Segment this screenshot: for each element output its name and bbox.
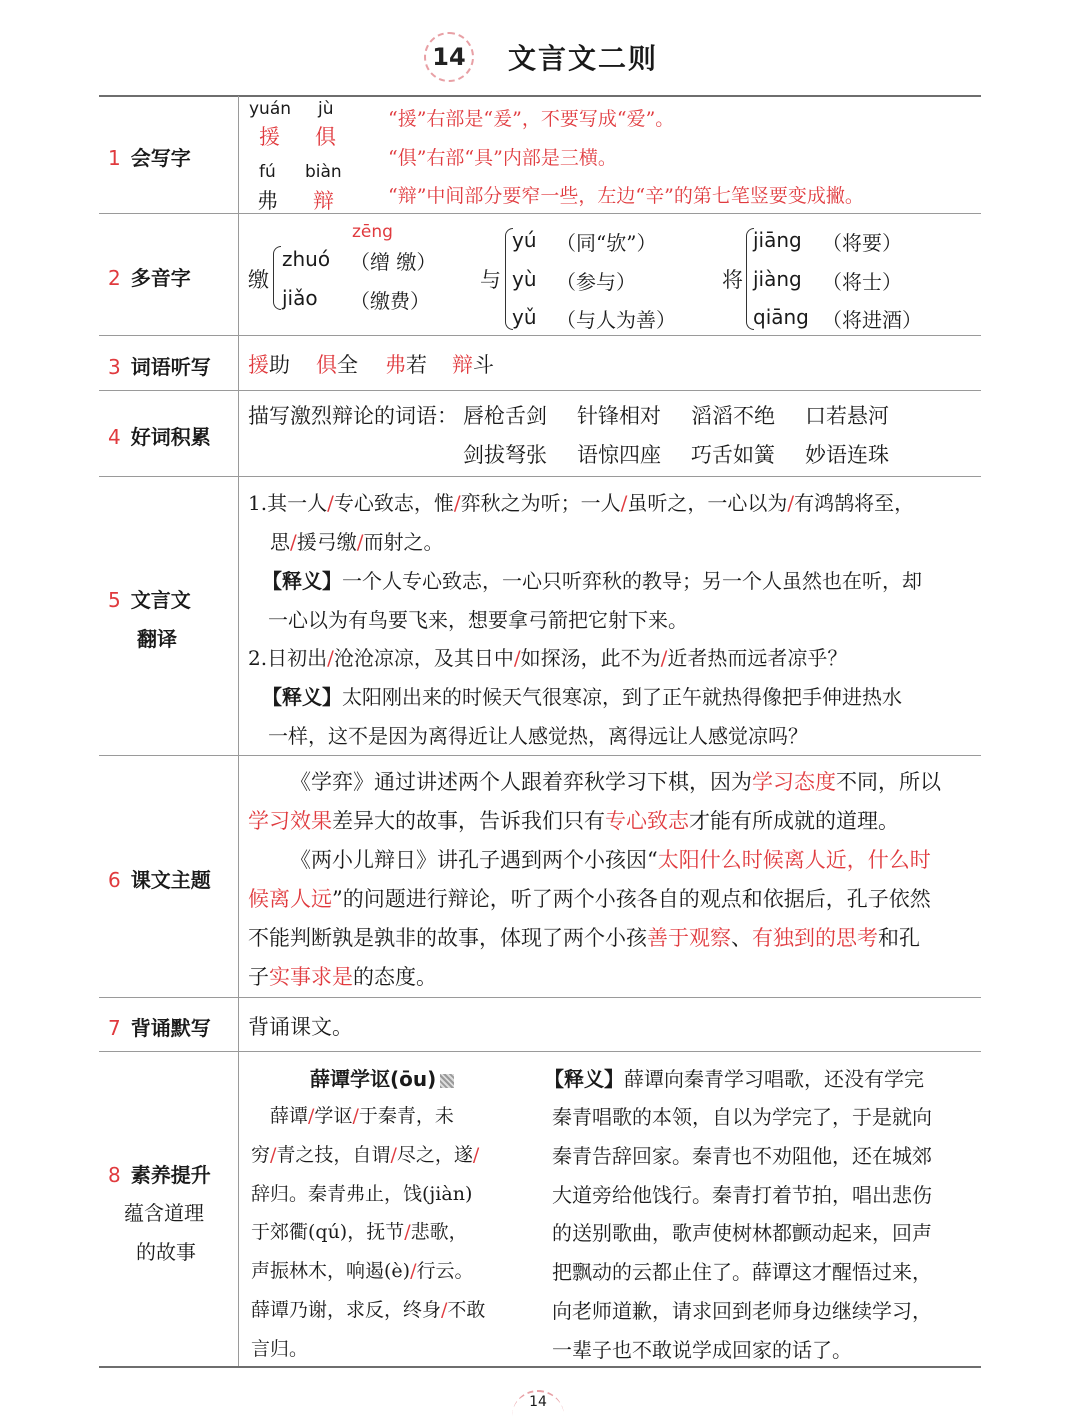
section-4-label: 4 好词积累: [108, 425, 211, 449]
row-divider: [99, 1051, 981, 1052]
section-8-sublabel: 蕴含道理: [124, 1201, 204, 1225]
vocab-word: 滔滔不绝: [691, 404, 775, 428]
example-word: （与人为善）: [556, 308, 676, 332]
story-meaning-line: 向老师道歉，请求回到老师身边继续学习，: [552, 1299, 932, 1323]
reading: jiāng: [753, 228, 802, 252]
writing-note: “辩”中间部分要窄一些，左边“辛”的第七笔竖要变成撇。: [388, 185, 864, 207]
translation-line: 【释义】一个人专心致志，一心只听弈秋的教导；另一个人虽然也在听，却: [262, 569, 922, 593]
polyphone-char: 缴: [248, 268, 269, 292]
writing-note: “俱”右部“具”内部是三横。: [388, 147, 617, 169]
vocab-intro: 描写激烈辩论的词语：: [248, 404, 458, 428]
reading: yǔ: [512, 305, 537, 329]
vocab-word: 妙语连珠: [805, 443, 889, 467]
translation-line: 【释义】太阳刚出来的时候天气很寒凉，到了正午就热得像把手伸进热水: [262, 685, 902, 709]
classical-text-line: 1.其一人/专心致志，惟/弈秋之为听；一人/虽听之，一心以为/有鸿鹄将至，: [248, 491, 915, 515]
section-5-label-line2: 翻译: [137, 627, 177, 651]
table-top-border: [99, 95, 981, 97]
reading: qiāng: [753, 305, 809, 329]
section-8-sublabel: 的故事: [136, 1240, 196, 1264]
reading: jiàng: [753, 267, 802, 291]
pinyin-yuan: yuán: [249, 99, 292, 119]
pinyin-ju: jù: [318, 99, 334, 119]
classical-text-line: 思/援弓缴/而射之。: [270, 530, 444, 554]
section-7-label: 7 背诵默写: [108, 1016, 211, 1040]
theme-line: 不能判断孰是孰非的故事，体现了两个小孩善于观察、有独到的思考和孔: [248, 926, 920, 950]
column-divider: [238, 96, 239, 1366]
story-line: 于郊衢(qú)，抚节/悲歌，: [251, 1221, 468, 1243]
example-word: （同“欤”）: [556, 231, 657, 255]
vocab-word: 口若悬河: [805, 404, 889, 428]
story-meaning-line: 的送别歌曲，歌声使树林都颤动起来，回声: [552, 1221, 932, 1245]
theme-line: 子实事求是的态度。: [248, 965, 437, 989]
dictation-word: 援助: [248, 353, 290, 377]
char-yuan: 援: [259, 125, 280, 149]
pinyin-fu: fú: [259, 162, 276, 182]
table-bottom-border: [99, 1366, 981, 1368]
section-5-label: 5 文言文: [108, 588, 191, 612]
vocab-word: 语惊四座: [577, 443, 661, 467]
row-divider: [99, 476, 981, 477]
char-fu: 弗: [257, 189, 278, 213]
story-line: 穷/青之技，自谓/尽之，遂/: [251, 1144, 480, 1166]
char-ju: 俱: [315, 125, 336, 149]
pinyin-annotation: zēng: [352, 222, 393, 242]
vocab-word: 剑拔弩张: [463, 443, 547, 467]
row-divider: [99, 755, 981, 756]
example-word: （将士）: [822, 270, 902, 294]
story-meaning-line: 秦青唱歌的本领，自以为学完了，于是就向: [552, 1105, 932, 1129]
story-title: 薛谭学讴(ōu): [310, 1063, 454, 1092]
story-meaning-line: 一辈子也不敢说学成回家的话了。: [552, 1338, 852, 1362]
section-8-label: 8 素养提升: [108, 1163, 211, 1187]
classical-text-line: 2.日初出/沧沧凉凉，及其日中/如探汤，此不为/近者热而远者凉乎？: [248, 646, 848, 670]
example-word: （将进酒）: [822, 308, 922, 332]
reading: jiǎo: [282, 286, 318, 310]
reading: yú: [512, 228, 537, 252]
polyphone-char: 与: [480, 268, 501, 292]
row-divider: [99, 997, 981, 998]
story-meaning-line: 秦青告辞回家。秦青也不劝阻他，还在城郊: [552, 1144, 932, 1168]
brace: [273, 246, 281, 310]
writing-note: “援”右部是“爰”，不要写成“爱”。: [388, 108, 675, 130]
vocab-word: 巧舌如簧: [691, 443, 775, 467]
reading: yù: [512, 267, 537, 291]
audio-qr-icon[interactable]: [440, 1074, 454, 1088]
story-meaning-line: 大道旁给他饯行。秦青打着节拍，唱出悲伤: [552, 1183, 932, 1207]
section-6-label: 6 课文主题: [108, 868, 211, 892]
section-2-label: 2 多音字: [108, 266, 191, 290]
story-line: 辞归。秦青弗止，饯(jiàn): [251, 1183, 473, 1205]
theme-line: 《两小儿辩日》讲孔子遇到两个小孩因“太阳什么时候离人近，什么时: [290, 848, 931, 872]
row-divider: [99, 335, 981, 336]
polyphone-char: 将: [722, 268, 743, 292]
row-divider: [99, 390, 981, 391]
story-meaning-line: 把飘动的云都止住了。薛谭这才醒悟过来，: [552, 1260, 932, 1284]
example-word: （参与）: [556, 270, 636, 294]
section-1-label: 1 会写字: [108, 146, 191, 170]
example-word: （将要）: [822, 231, 902, 255]
page-number: 14: [512, 1390, 564, 1424]
dictation-word: 俱全: [316, 353, 358, 377]
story-line: 薛谭/学讴/于秦青，未: [251, 1105, 454, 1127]
reading: zhuó: [282, 247, 331, 271]
page-header: [424, 32, 658, 82]
story-line: 声振林木，响遏(è)/行云。: [251, 1260, 474, 1282]
story-line: 言归。: [251, 1338, 309, 1360]
theme-line: 候离人远”的问题进行辩论，听了两个小孩各自的观点和依据后，孔子依然: [248, 887, 931, 911]
recite-text: 背诵课文。: [248, 1015, 353, 1039]
theme-line: 《学弈》通过讲述两个人跟着弈秋学习下棋，因为学习态度不同，所以: [290, 770, 941, 794]
vocab-word: 唇枪舌剑: [463, 404, 547, 428]
char-bian: 辩: [313, 189, 334, 213]
translation-line: 一样，这不是因为离得近让人感觉热，离得远让人感觉凉吗？: [268, 724, 808, 748]
story-meaning-line: 【释义】薛谭向秦青学习唱歌，还没有学完: [544, 1067, 924, 1091]
dictation-word: 辩斗: [452, 353, 494, 377]
page-title: 文言文二则: [508, 42, 659, 75]
example-word: （缯 缴）: [350, 250, 437, 274]
lesson-number-badge: 14: [424, 32, 474, 82]
translation-line: 一心以为有鸟要飞来，想要拿弓箭把它射下来。: [268, 608, 688, 632]
story-line: 薛谭乃谢，求反，终身/不敢: [251, 1299, 486, 1321]
row-divider: [99, 213, 981, 214]
pinyin-bian: biàn: [305, 162, 342, 182]
example-word: （缴费）: [350, 289, 430, 313]
theme-line: 学习效果差异大的故事，告诉我们只有专心致志才能有所成就的道理。: [248, 809, 899, 833]
dictation-word: 弗若: [385, 353, 427, 377]
vocab-word: 针锋相对: [577, 404, 661, 428]
section-3-label: 3 词语听写: [108, 355, 211, 379]
